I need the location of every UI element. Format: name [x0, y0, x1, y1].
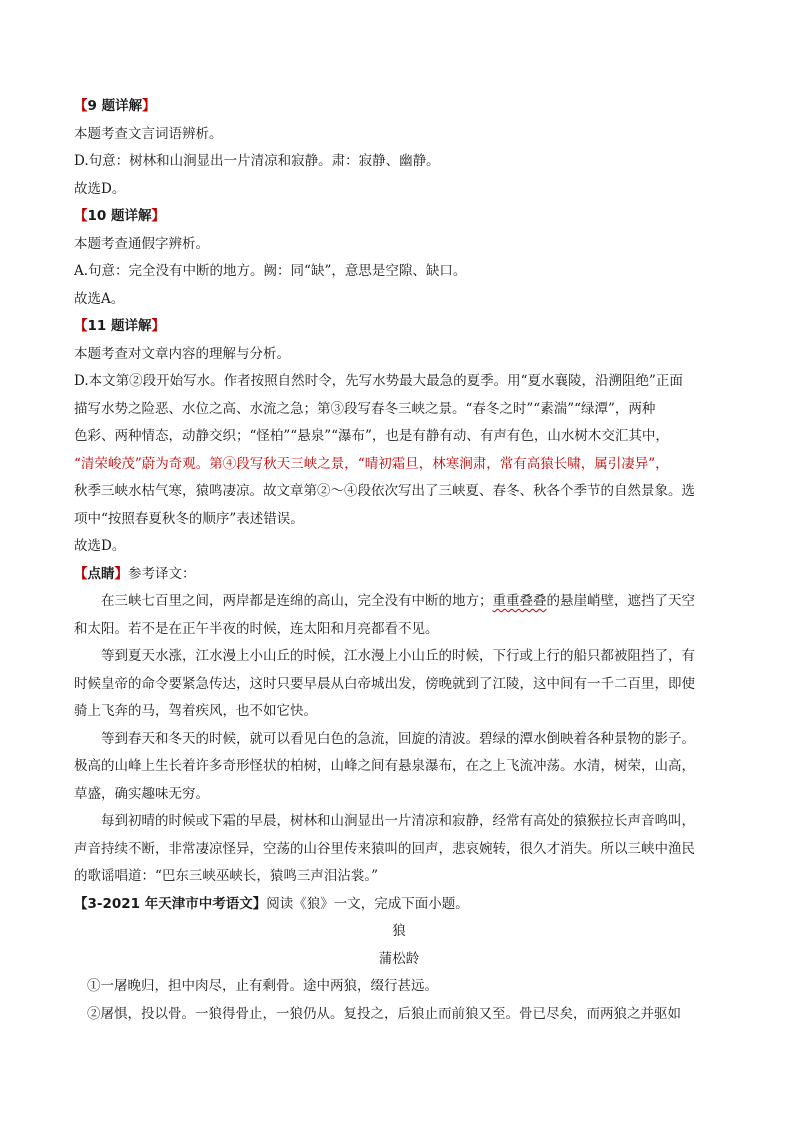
bracket-open: 【	[74, 318, 88, 334]
poem-author: 蒲松龄	[378, 950, 420, 967]
q9-answer: 故选D。	[74, 180, 126, 197]
q11-para-line-highlight: “清荣峻茂”蔚为奇观。第④段写秋天三峡之景，“晴初霜旦，林寒涧肃，常有高猿长啸，属引凄异”，	[74, 455, 669, 472]
q9-line2: D.句意：树林和山涧显出一片清凉和寂静。肃：寂静、幽静。	[74, 153, 440, 169]
bracket-open: 【	[74, 565, 88, 582]
translation-line	[74, 588, 724, 616]
bracket-close: 】	[151, 208, 165, 224]
translation-line: 时候皇帝的命令要紧急传达，这时只要早晨从白帝城出发，傍晚就到了江陵，这中间有一千二百里，即使	[74, 675, 695, 692]
q9-heading	[74, 93, 724, 121]
q10-answer: 故选A。	[74, 290, 125, 307]
translation-line: 骑上飞奔的马，驾着疾风，也不如它快。	[74, 703, 317, 719]
q11-para-line: 项中“按照春夏秋冬的顺序”表述错误。	[74, 510, 304, 527]
translation-line: 草盛，确实趣味无穷。	[74, 785, 209, 802]
q11-para-line: D.本文第②段开始写水。作者按照自然时令，先写水势最大最急的夏季。用“夏水襄陵，沿溯阻绝”正面	[74, 373, 683, 389]
bracket-open: 【	[74, 208, 88, 224]
translation-text: 在三峡七百里之间，两岸都是连绵的高山，完全没有中断的地方；	[101, 593, 493, 609]
translation-line: 的歌谣唱道：“巴东三峡巫峡长，猿鸣三声泪沾裳。”	[74, 868, 379, 884]
q11-para-line: 描写水势之险恶、水位之高、水流之急；第③段写春冬三峡之景。“春冬之时”“素湍”“绿潭”，两种	[74, 400, 656, 417]
translation-line: 极高的山峰上生长着许多奇形怪状的柏树，山峰之间有悬泉瀑布，在之上飞流冲荡。水清，树荣，山高，	[74, 758, 695, 774]
q10-heading	[74, 203, 724, 231]
q11-heading	[74, 313, 724, 341]
q11-answer: 故选D。	[74, 538, 126, 554]
q11-title: 11 题详解	[87, 318, 152, 334]
bracket-close: 】	[151, 318, 165, 334]
passage-line: ②屠惧，投以骨。一狼得骨止，一狼仍从。复投之，后狼止而前狼又至。骨已尽矣，而两狼之并驱如	[87, 1005, 681, 1022]
bracket-open: 【	[74, 98, 88, 114]
poem-title: 狼	[392, 923, 406, 939]
q11-para-line: 秋季三峡水枯气寒，猿鸣凄凉。故文章第②～④段依次写出了三峡夏、春冬、秋各个季节的自然景象。选	[74, 483, 695, 499]
translation-line: 声音持续不断，非常凄凉怪异，空荡的山谷里传来猿叫的回声，悲哀婉转，很久才消失。所以三峡中渔民	[74, 840, 695, 857]
q9-line1: 本题考查文言词语辨析。	[74, 125, 223, 142]
translation-text: 的悬崖峭壁，遮挡了天空	[546, 593, 695, 609]
translation-line: 和太阳。若不是在正午半夜的时候，连太阳和月亮都看不见。	[74, 620, 439, 637]
q3-instruction: 阅读《狼》一文，完成下面小题。	[266, 895, 469, 912]
dianjing-heading	[74, 561, 724, 589]
q10-title: 10 题详解	[87, 208, 152, 224]
q10-line2: A.句意：完全没有中断的地方。阙：同“缺”，意思是空隙、缺口。	[74, 263, 467, 279]
dianjing-title: 点睛	[87, 565, 115, 582]
q9-title: 9 题详解	[87, 98, 143, 114]
q11-para-line: 色彩、两种情态，动静交织；“怪柏”“悬泉”“瀑布”，也是有静有动、有声有色，山水树木交汇其中，	[74, 428, 669, 444]
passage-line: ①一屠晚归，担中肉尽，止有剩骨。途中两狼，缀行甚远。	[87, 978, 438, 994]
q3-source-label: 【3-2021 年天津市中考语文】	[74, 895, 267, 912]
dianjing-label: 参考译文：	[128, 565, 196, 582]
q11-line1: 本题考查对文章内容的理解与分析。	[74, 345, 290, 362]
q3-intro	[74, 891, 724, 919]
translation-line: 等到春天和冬天的时候，就可以看见白色的急流，回旋的清波。碧绿的潭水倒映着各种景物的影子。	[101, 730, 695, 747]
bracket-close: 】	[142, 98, 156, 114]
document-page	[74, 93, 724, 1028]
underlined-phrase: 重重叠叠	[492, 593, 547, 609]
translation-line: 每到初晴的时候或下霜的早晨，树林和山涧显出一片清凉和寂静，经常有高处的猿猴拉长声音鸣叫，	[101, 813, 695, 829]
q10-line1: 本题考查通假字辨析。	[74, 235, 209, 252]
bracket-close: 】	[114, 565, 128, 582]
translation-line: 等到夏天水涨，江水漫上小山丘的时候，江水漫上小山丘的时候，下行或上行的船只都被阻挡了，有	[101, 648, 695, 664]
